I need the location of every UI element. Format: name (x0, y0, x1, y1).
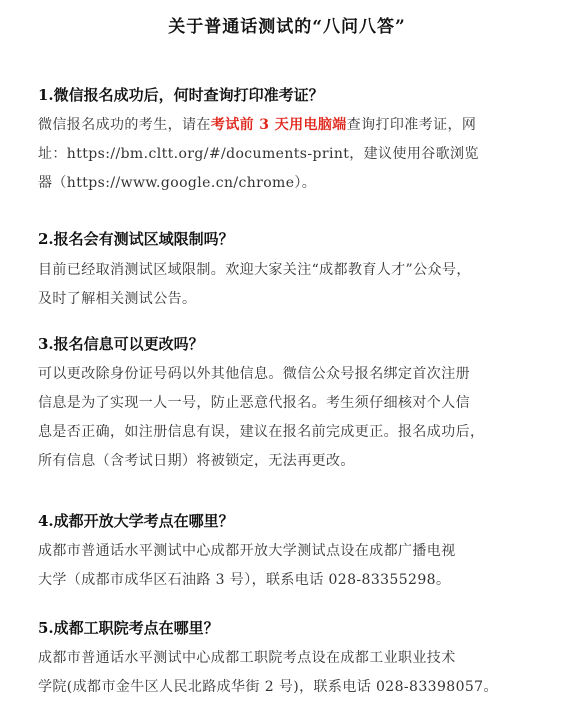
question-5: 5.成都工职院考点在哪里？ (38, 619, 219, 637)
answer-1-text-post: 查询打印准考证，网 (346, 117, 477, 133)
question-3: 3.报名信息可以更改吗？ (38, 335, 204, 353)
answer-3-line-3: 息是否正确，如注册信息有误，建议在报名前完成更正。报名成功后， (38, 424, 485, 440)
answer-3-line-1: 可以更改除身份证号码以外其他信息。微信公众号报名绑定首次注册 (38, 366, 470, 382)
answer-5 (38, 644, 558, 702)
answer-4 (38, 537, 558, 595)
answer-1-highlight: 考试前 3 天用电脑端 (210, 117, 347, 133)
answer-1-line-3: 器（https://www.google.cn/chrome）。 (38, 175, 317, 191)
answer-2-line-1: 目前已经取消测试区域限制。欢迎大家关注“成都教育人才”公众号， (38, 262, 471, 278)
answer-4-line-1: 成都市普通话水平测试中心成都开放大学测试点设在成都广播电视 (38, 543, 456, 559)
answer-1 (38, 111, 558, 198)
answer-3-line-4: 所有信息（含考试日期）将被锁定，无法再更改。 (38, 453, 355, 469)
answer-2-line-2: 及时了解相关测试公告。 (38, 291, 197, 307)
answer-1-line-1 (38, 111, 558, 140)
answer-3-line-2: 信息是为了实现一人一号，防止恶意代报名。考生须仔细核对个人信 (38, 395, 470, 411)
answer-5-line-2: 学院(成都市金牛区人民北路成华街 2 号)，联系电话 028-83398057。 (38, 679, 498, 695)
answer-5-line-1: 成都市普通话水平测试中心成都工职院考点设在成都工业职业技术 (38, 650, 456, 666)
question-4: 4.成都开放大学考点在哪里？ (38, 512, 234, 530)
answer-1-text-pre: 微信报名成功的考生，请在 (38, 117, 211, 133)
answer-3 (38, 360, 558, 476)
answer-2 (38, 256, 558, 314)
answer-1-line-2: 址：https://bm.cltt.org/#/documents-print，建议使用谷歌浏览 (38, 146, 479, 162)
question-1: 1.微信报名成功后，何时查询打印准考证？ (38, 86, 324, 104)
question-2: 2.报名会有测试区域限制吗？ (38, 230, 234, 248)
document-title: 关于普通话测试的“八问八答” (168, 17, 406, 37)
answer-4-line-2: 大学（成都市成华区石油路 3 号），联系电话 028-83355298。 (38, 572, 451, 588)
